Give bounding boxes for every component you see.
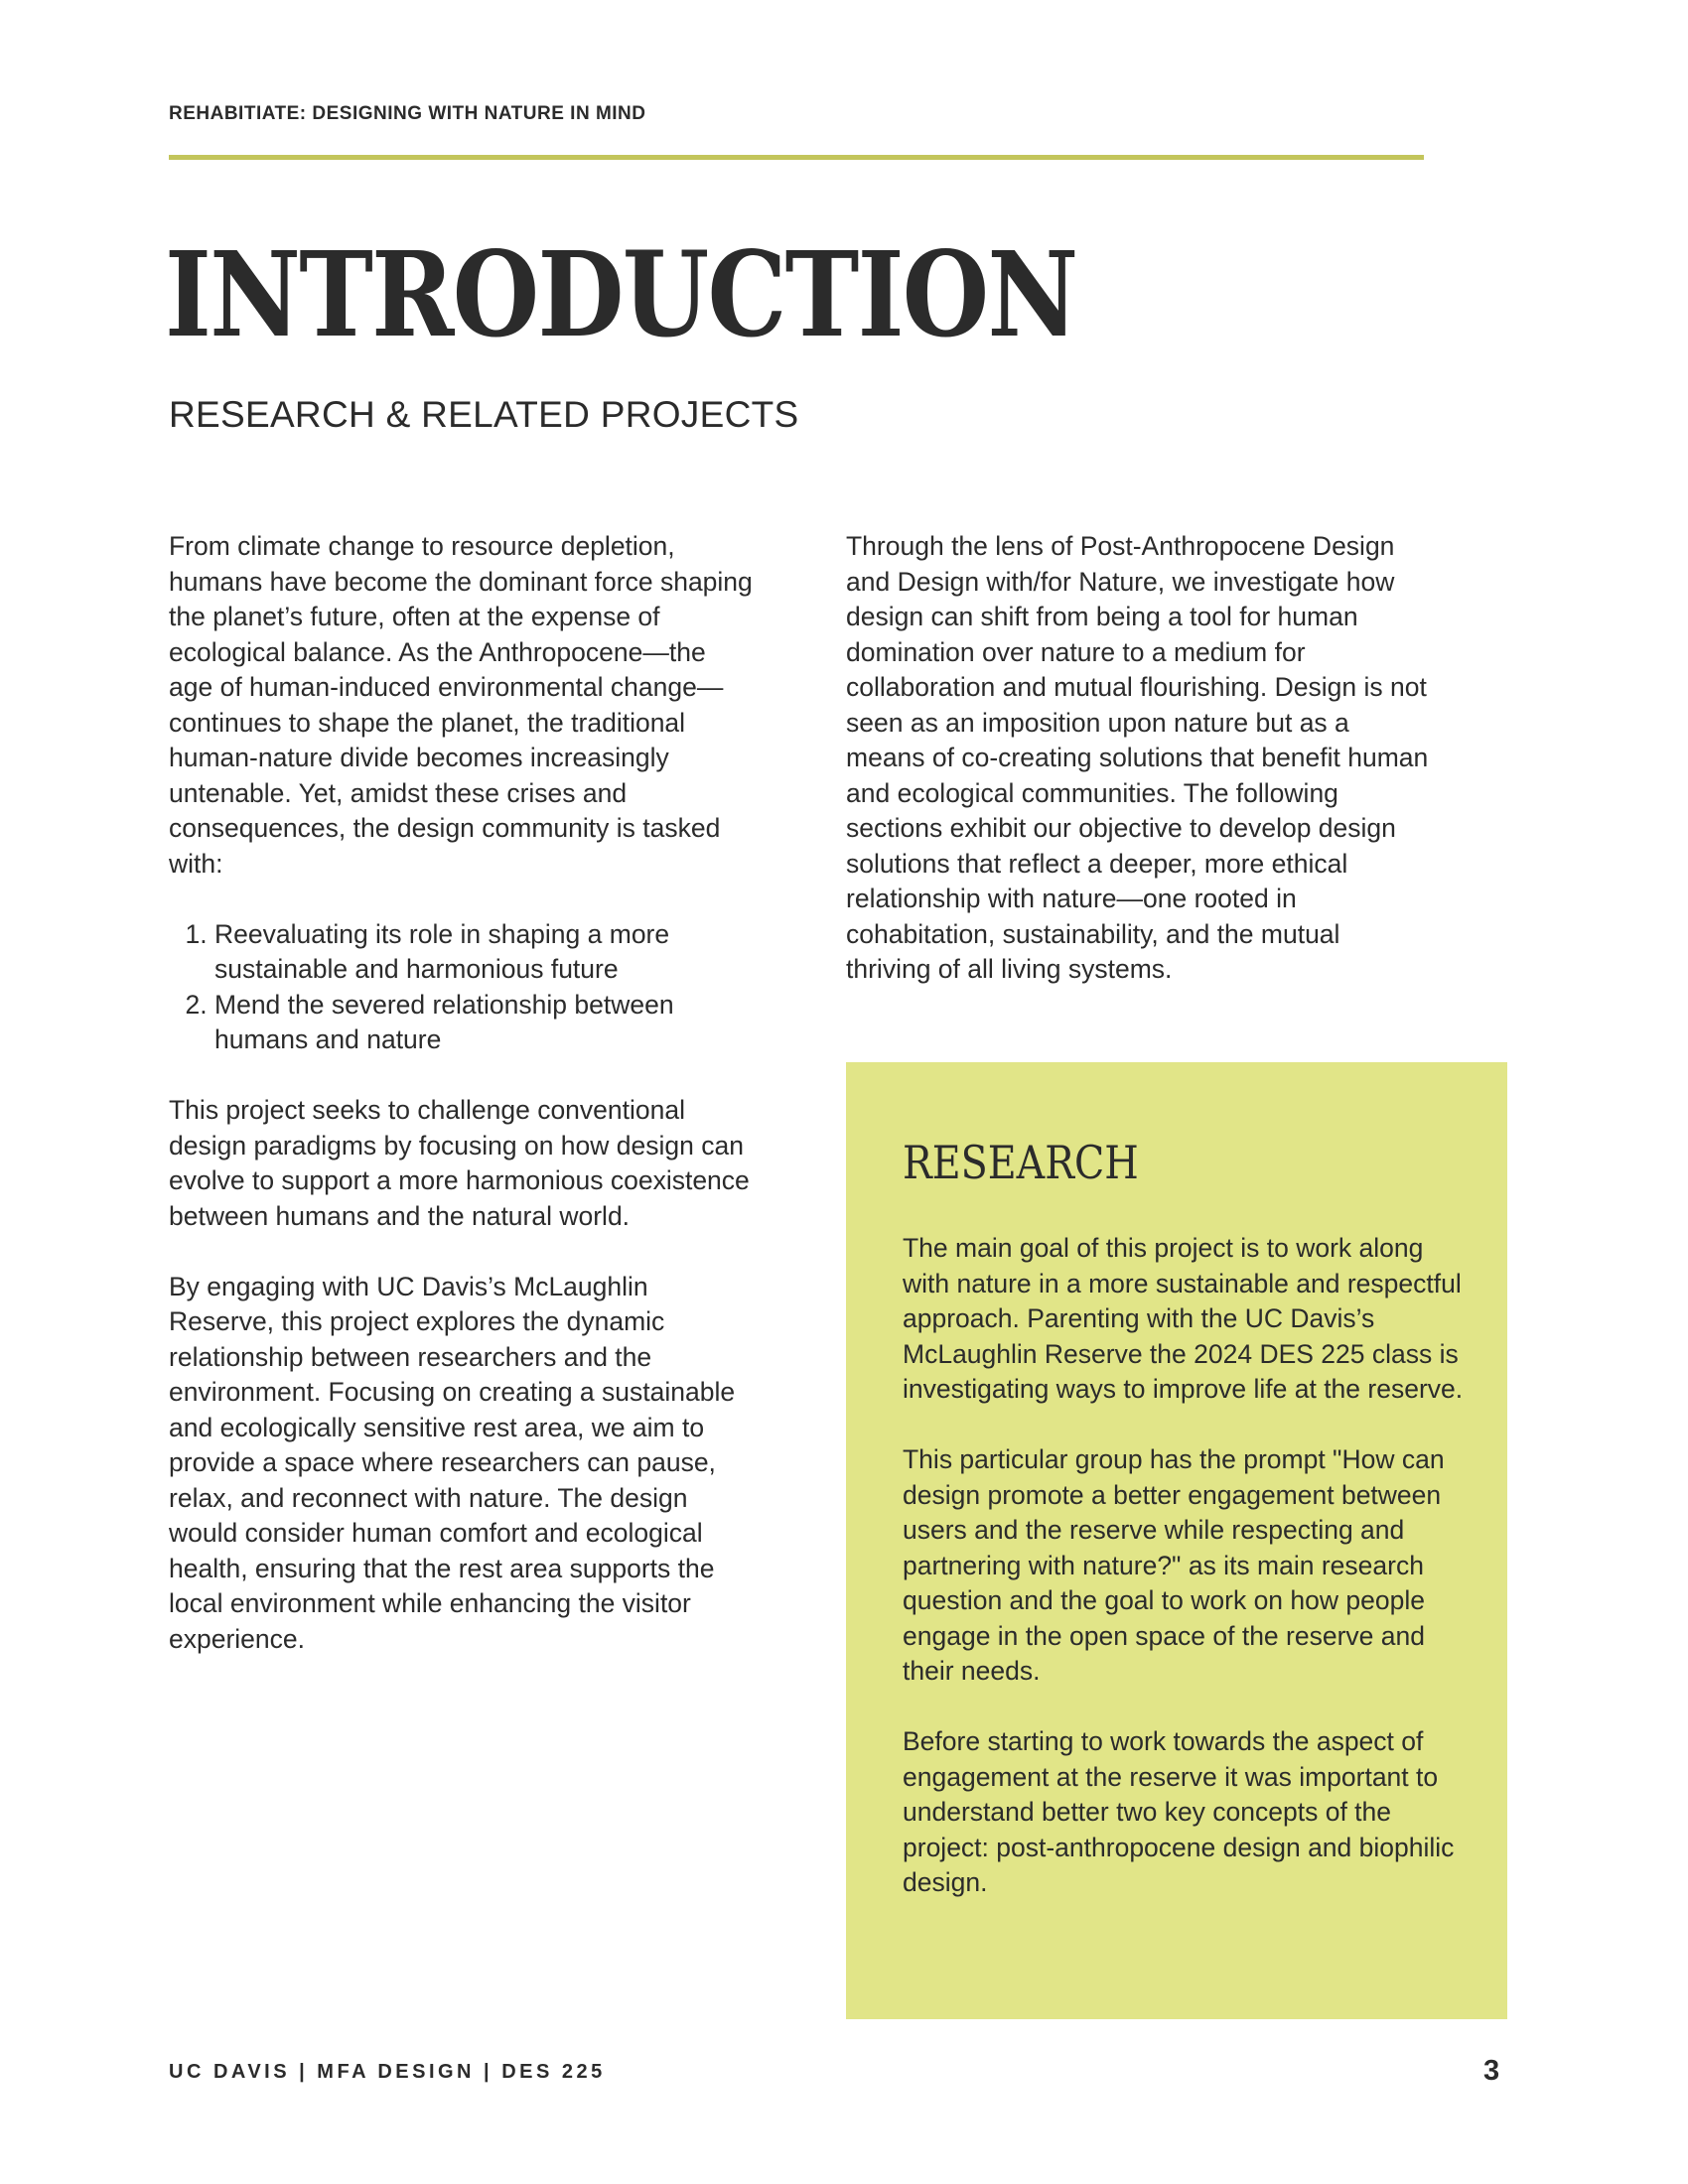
task-list	[169, 917, 755, 1058]
research-callout-box	[846, 1062, 1507, 2019]
right-column	[846, 529, 1432, 988]
challenge-paragraph: This project seeks to challenge conventional design paradigms by focusing on how design can evolve to support a more harmonious coexistence between humans and the natural world.	[169, 1095, 750, 1231]
research-prompt-paragraph: This particular group has the prompt "How can design promote a better engagement between users and the reserve while respecting and partnering with nature?" as its main research question and the goal to work on how people engage in the open space of the reserve and their needs.	[903, 1444, 1445, 1686]
page-subtitle: RESEARCH & RELATED PROJECTS	[169, 394, 799, 435]
running-header: REHABITIATE: DESIGNING WITH NATURE IN MIND	[169, 103, 646, 124]
header-rule	[169, 155, 1424, 160]
research-goal-paragraph: The main goal of this project is to work along with nature in a more sustainable and respectful approach. Parenting with the UC Davis’s McLaughlin Reserve the 2024 DES 225 class is investigating ways to improve life at the reserve.	[903, 1233, 1464, 1404]
list-item: 2. Mend the severed relationship between humans and nature	[214, 988, 755, 1058]
page-title: INTRODUCTION	[165, 225, 1077, 363]
lens-paragraph: Through the lens of Post-Anthropocene Design and Design with/for Nature, we investigate how design can shift from being a tool for human domination over nature to a medium for collaboration and mutual flourishing. Design is not seen as an imposition upon nature but as a means of co-creating solutions that benefit human and ecological communities. The following sections exhibit our objective to develop design solutions that reflect a deeper, more ethical relationship with nature—one rooted in cohabitation, sustainability, and the mutual thriving of all living systems.	[846, 531, 1429, 984]
list-item: 1. Reevaluating its role in shaping a more sustainable and harmonious future	[214, 917, 755, 988]
research-body	[903, 1231, 1469, 1901]
intro-paragraph: From climate change to resource depletion, humans have become the dominant force shaping the planet’s future, often at the expense of ecological balance. As the Anthropocene—the age of human-induced environmental change—continues to shape the planet, the traditional human-nature divide becomes increasingly untenable. Yet, amidst these crises and consequences, the design community is tasked with:	[169, 531, 753, 879]
left-column	[169, 529, 755, 1657]
footer-credits: UC DAVIS | MFA DESIGN | DES 225	[169, 2061, 606, 2083]
research-heading: RESEARCH	[903, 1136, 1139, 1189]
page-number: 3	[1483, 2055, 1500, 2087]
reserve-paragraph: By engaging with UC Davis’s McLaughlin Reserve, this project explores the dynamic relationship between researchers and the environment. Focusing on creating a sustainable and ecologically sensitive rest area, we aim to provide a space where researchers can pause, relax, and reconnect with nature. The design would consider human comfort and ecological health, ensuring that the rest area supports the local environment while enhancing the visitor experience.	[169, 1271, 736, 1654]
research-concepts-paragraph: Before starting to work towards the aspect of engagement at the reserve it was important to understand better two key concepts of the project: post-anthropocene design and biophilic design.	[903, 1726, 1455, 1897]
